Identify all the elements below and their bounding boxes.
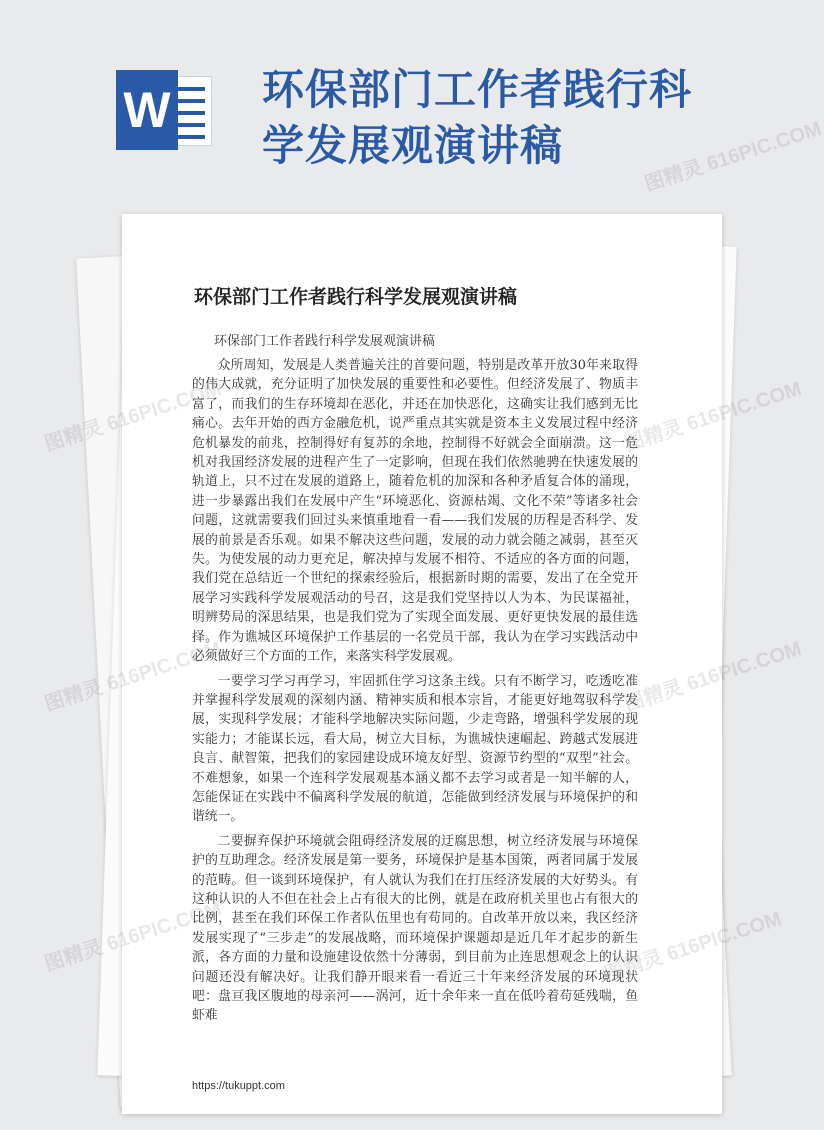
document-body [192,356,638,1031]
paragraph: 二要摒弃保护环境就会阻碍经济发展的迂腐思想，树立经济发展与环境保护的互助理念。经济发展是第一要务，环境保护是基本国策，两者同属于发展的范畴。但一谈到环境保护，有人就认为我们在打压经济发展的大好势头。有这种认识的人不但在社会上占有很大的比例，就是在政府机关里也占有很大的比例，甚至在我们环保工作者队伍里也有苟同的。自改革开放以来，我区经济发展实现了“三步走”的发展战略，而环境保护课题却是近几年才起步的新生派，各方面的力量和设施建设依然十分薄弱，到目前为止连思想观念上的认识问题还没有解决好。让我们静开眼来看一看近三十年来经济发展的环境现状吧：盘亘我区腹地的母亲河——涡河，近十余年来一直在低吟着苟延残喘，鱼虾难 [192,833,638,1024]
page-title: 环保部门工作者践行科学发展观演讲稿 [262,65,693,170]
watermark: 图精灵 616PIC.COM [641,117,824,196]
watermark: 616PIC.COM [684,377,805,436]
footer-url: https://tukuppt.com [192,1080,285,1092]
document-subtitle: 环保部门工作者践行科学发展观演讲稿 [214,334,436,349]
document-page [122,214,722,1114]
watermark: 图精灵 [41,676,106,716]
header-banner [0,0,800,200]
watermark: 图精灵 [41,416,106,456]
watermark: 图精灵 [41,936,106,976]
watermark: 616PIC.COM [684,637,805,696]
word-logo-letter: W [116,70,178,150]
word-document-icon [116,70,212,150]
paragraph: 一要学习学习再学习，牢固抓住学习这条主线。只有不断学习，吃透吃准并掌握科学发展观的深刻内涵、精神实质和根本宗旨，才能更好地驾驭科学发展，实现科学发展；才能科学地解决实际问题，少走弯路，增强科学发展的现实能力；才能谋长远，看大局，树立大目标，为谯城快速崛起、跨越式发展进良言、献智策，把我们的家园建设成环境友好型、资源节约型的“双型”社会。不难想象，如果一个连科学发展观基本涵义都不去学习或者是一知半解的人，怎能保证在实践中不偏离科学发展的航道，怎能做到经济发展与环境保护的和谐统一。 [192,673,638,825]
paragraph: 众所周知，发展是人类普遍关注的首要问题，特别是改革开放30年来取得的伟大成就，充分证明了加快发展的重要性和必要性。但经济发展了、物质丰富了，而我们的生存环境却在恶化，并还在加快恶化，这确实让我们感到无比痛心。去年开始的西方金融危机，说严重点其实就是资本主义发展过程中经济危机暴发的前兆，控制得好有复苏的余地，控制得不好就会全面崩溃。这一危机对我国经济发展的进程产生了一定影响，但现在我们依然驰骋在快速发展的轨道上，只不过在发展的道路上，随着危机的加深和各种矛盾复合体的涌现，进一步暴露出我们在发展中产生“环境恶化、资源枯竭、文化不荣”等诸多社会问题，这就需要我们回过头来慎重地看一看——我们发展的历程是否科学、发展的前景是否乐观。如果不解决这些问题，发展的动力就会随之减弱，甚至灭失。为使发展的动力更充足，解决掉与发展不相符、不适应的各方面的问题，我们党在总结近一个世纪的探索经验后，根据新时期的需要，发出了在全党开展学习实践科学发展观活动的号召，这是我们党坚持以人为本、为民谋福祉，明辨势局的深思结果，也是我们党为了实现全面发展、更好更快发展的最佳选择。作为谯城区环境保护工作基层的一名党员干部，我认为在学习实践活动中必须做好三个方面的工作，来落实科学发展观。 [192,358,638,665]
document-title: 环保部门工作者践行科学发展观演讲稿 [194,286,518,308]
